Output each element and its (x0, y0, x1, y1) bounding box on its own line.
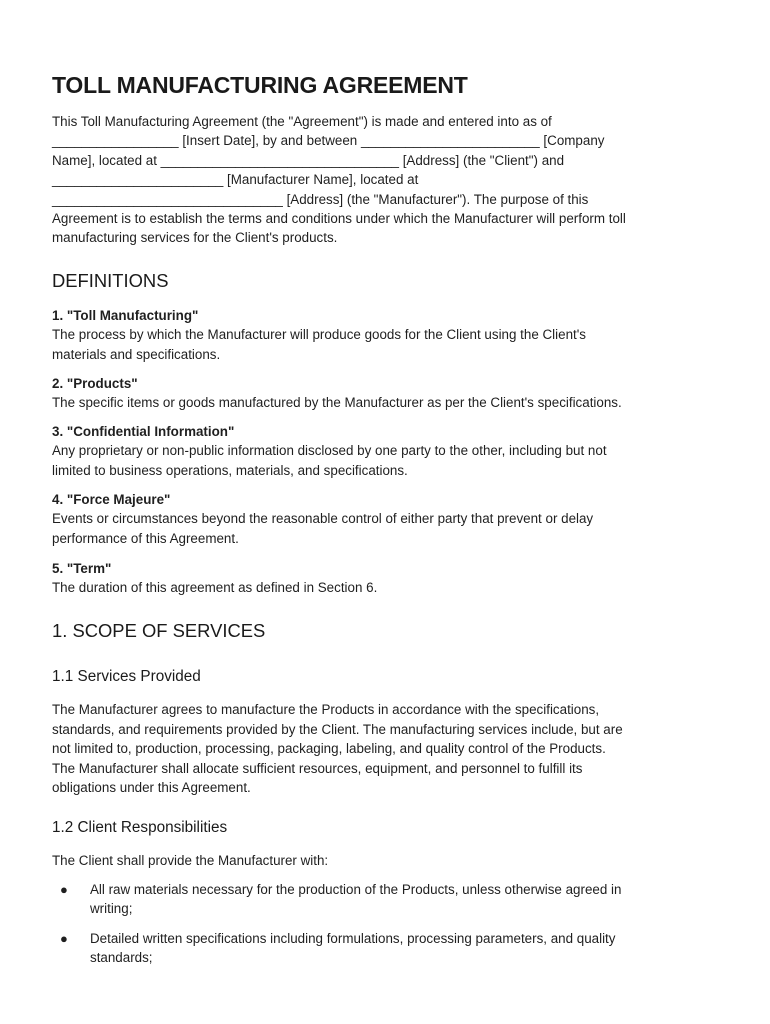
definition-force-majeure (52, 490, 724, 548)
list-item-line: writing; (90, 901, 133, 917)
intro-line: manufacturing services for the Client's products. (52, 230, 338, 246)
definition-line: The process by which the Manufacturer will produce goods for the Client using the Client's (52, 327, 586, 343)
intro-line: Agreement is to establish the terms and conditions under which the Manufacturer will perform toll (52, 211, 626, 227)
paragraph-line: The Manufacturer shall allocate sufficient resources, equipment, and personnel to fulfill its (52, 760, 583, 776)
paragraph-line: The Manufacturer agrees to manufacture the Products in accordance with the specifications, (52, 702, 600, 717)
definition-text (52, 578, 724, 597)
client-responsibilities-intro (52, 851, 724, 871)
definition-line: limited to business operations, materials, and specifications. (52, 462, 408, 478)
intro-line: This Toll Manufacturing Agreement (the "Agreement") is made and entered into as of (52, 114, 552, 129)
paragraph-line: not limited to, production, processing, packaging, labeling, and quality control of the Products. (52, 741, 606, 757)
definition-line: Any proprietary or non-public information disclosed by one party to the other, including but not (52, 443, 607, 459)
definition-term: 3. "Confidential Information" (52, 424, 235, 439)
definition-line: The duration of this agreement as defined in Section 6. (52, 580, 378, 596)
definition-term: 1. "Toll Manufacturing" (52, 308, 199, 323)
definition-line: The specific items or goods manufactured by the Manufacturer as per the Client's specifications. (52, 395, 622, 411)
definition-text (52, 441, 724, 480)
client-responsibilities-list (52, 880, 724, 978)
definition-term: 2. "Products" (52, 376, 138, 391)
definition-text (52, 509, 724, 548)
definition-products (52, 374, 724, 413)
paragraph-line: The Client shall provide the Manufacturer with: (52, 853, 329, 868)
scope-heading: 1. SCOPE OF SERVICES (52, 620, 266, 641)
definitions-heading: DEFINITIONS (52, 270, 169, 291)
bullet-icon: ● (60, 930, 68, 946)
intro-line: _________________ [Insert Date], by and between ________________________ [Company (52, 133, 605, 149)
list-item-text (90, 929, 724, 968)
definition-text (52, 325, 724, 364)
list-item (52, 880, 724, 919)
intro-line: _______________________ [Manufacturer Name], located at (52, 172, 419, 188)
intro-line: Name], located at ________________________________ [Address] (the "Client") and (52, 152, 565, 168)
list-item-line: All raw materials necessary for the production of the Products, unless otherwise agreed in (90, 882, 622, 897)
services-provided-heading: 1.1 Services Provided (52, 668, 201, 685)
definition-term: 5. "Term" (52, 561, 112, 576)
list-item (52, 929, 724, 968)
document-title: TOLL MANUFACTURING AGREEMENT (52, 72, 468, 98)
definition-text (52, 393, 724, 412)
client-responsibilities-heading: 1.2 Client Responsibilities (52, 819, 228, 836)
paragraph-line: obligations under this Agreement. (52, 780, 251, 796)
intro-paragraph (52, 112, 724, 248)
definition-line: performance of this Agreement. (52, 530, 239, 546)
definition-toll-manufacturing (52, 306, 724, 364)
list-item-line: standards; (90, 950, 153, 966)
definition-term: 4. "Force Majeure" (52, 492, 171, 507)
services-provided-paragraph (52, 700, 724, 798)
definition-confidential-information (52, 422, 724, 480)
intro-line: _______________________________ [Address] (the "Manufacturer"). The purpose of this (52, 191, 589, 207)
list-item-line: Detailed written specifications including formulations, processing parameters, and quality (90, 930, 616, 946)
paragraph-line: standards, and requirements provided by the Client. The manufacturing services include, but are (52, 721, 623, 737)
definition-line: Events or circumstances beyond the reasonable control of either party that prevent or delay (52, 511, 594, 527)
definition-line: materials and specifications. (52, 346, 221, 362)
list-item-text (90, 880, 724, 919)
definition-term-duration (52, 559, 724, 598)
bullet-icon: ● (60, 882, 68, 897)
